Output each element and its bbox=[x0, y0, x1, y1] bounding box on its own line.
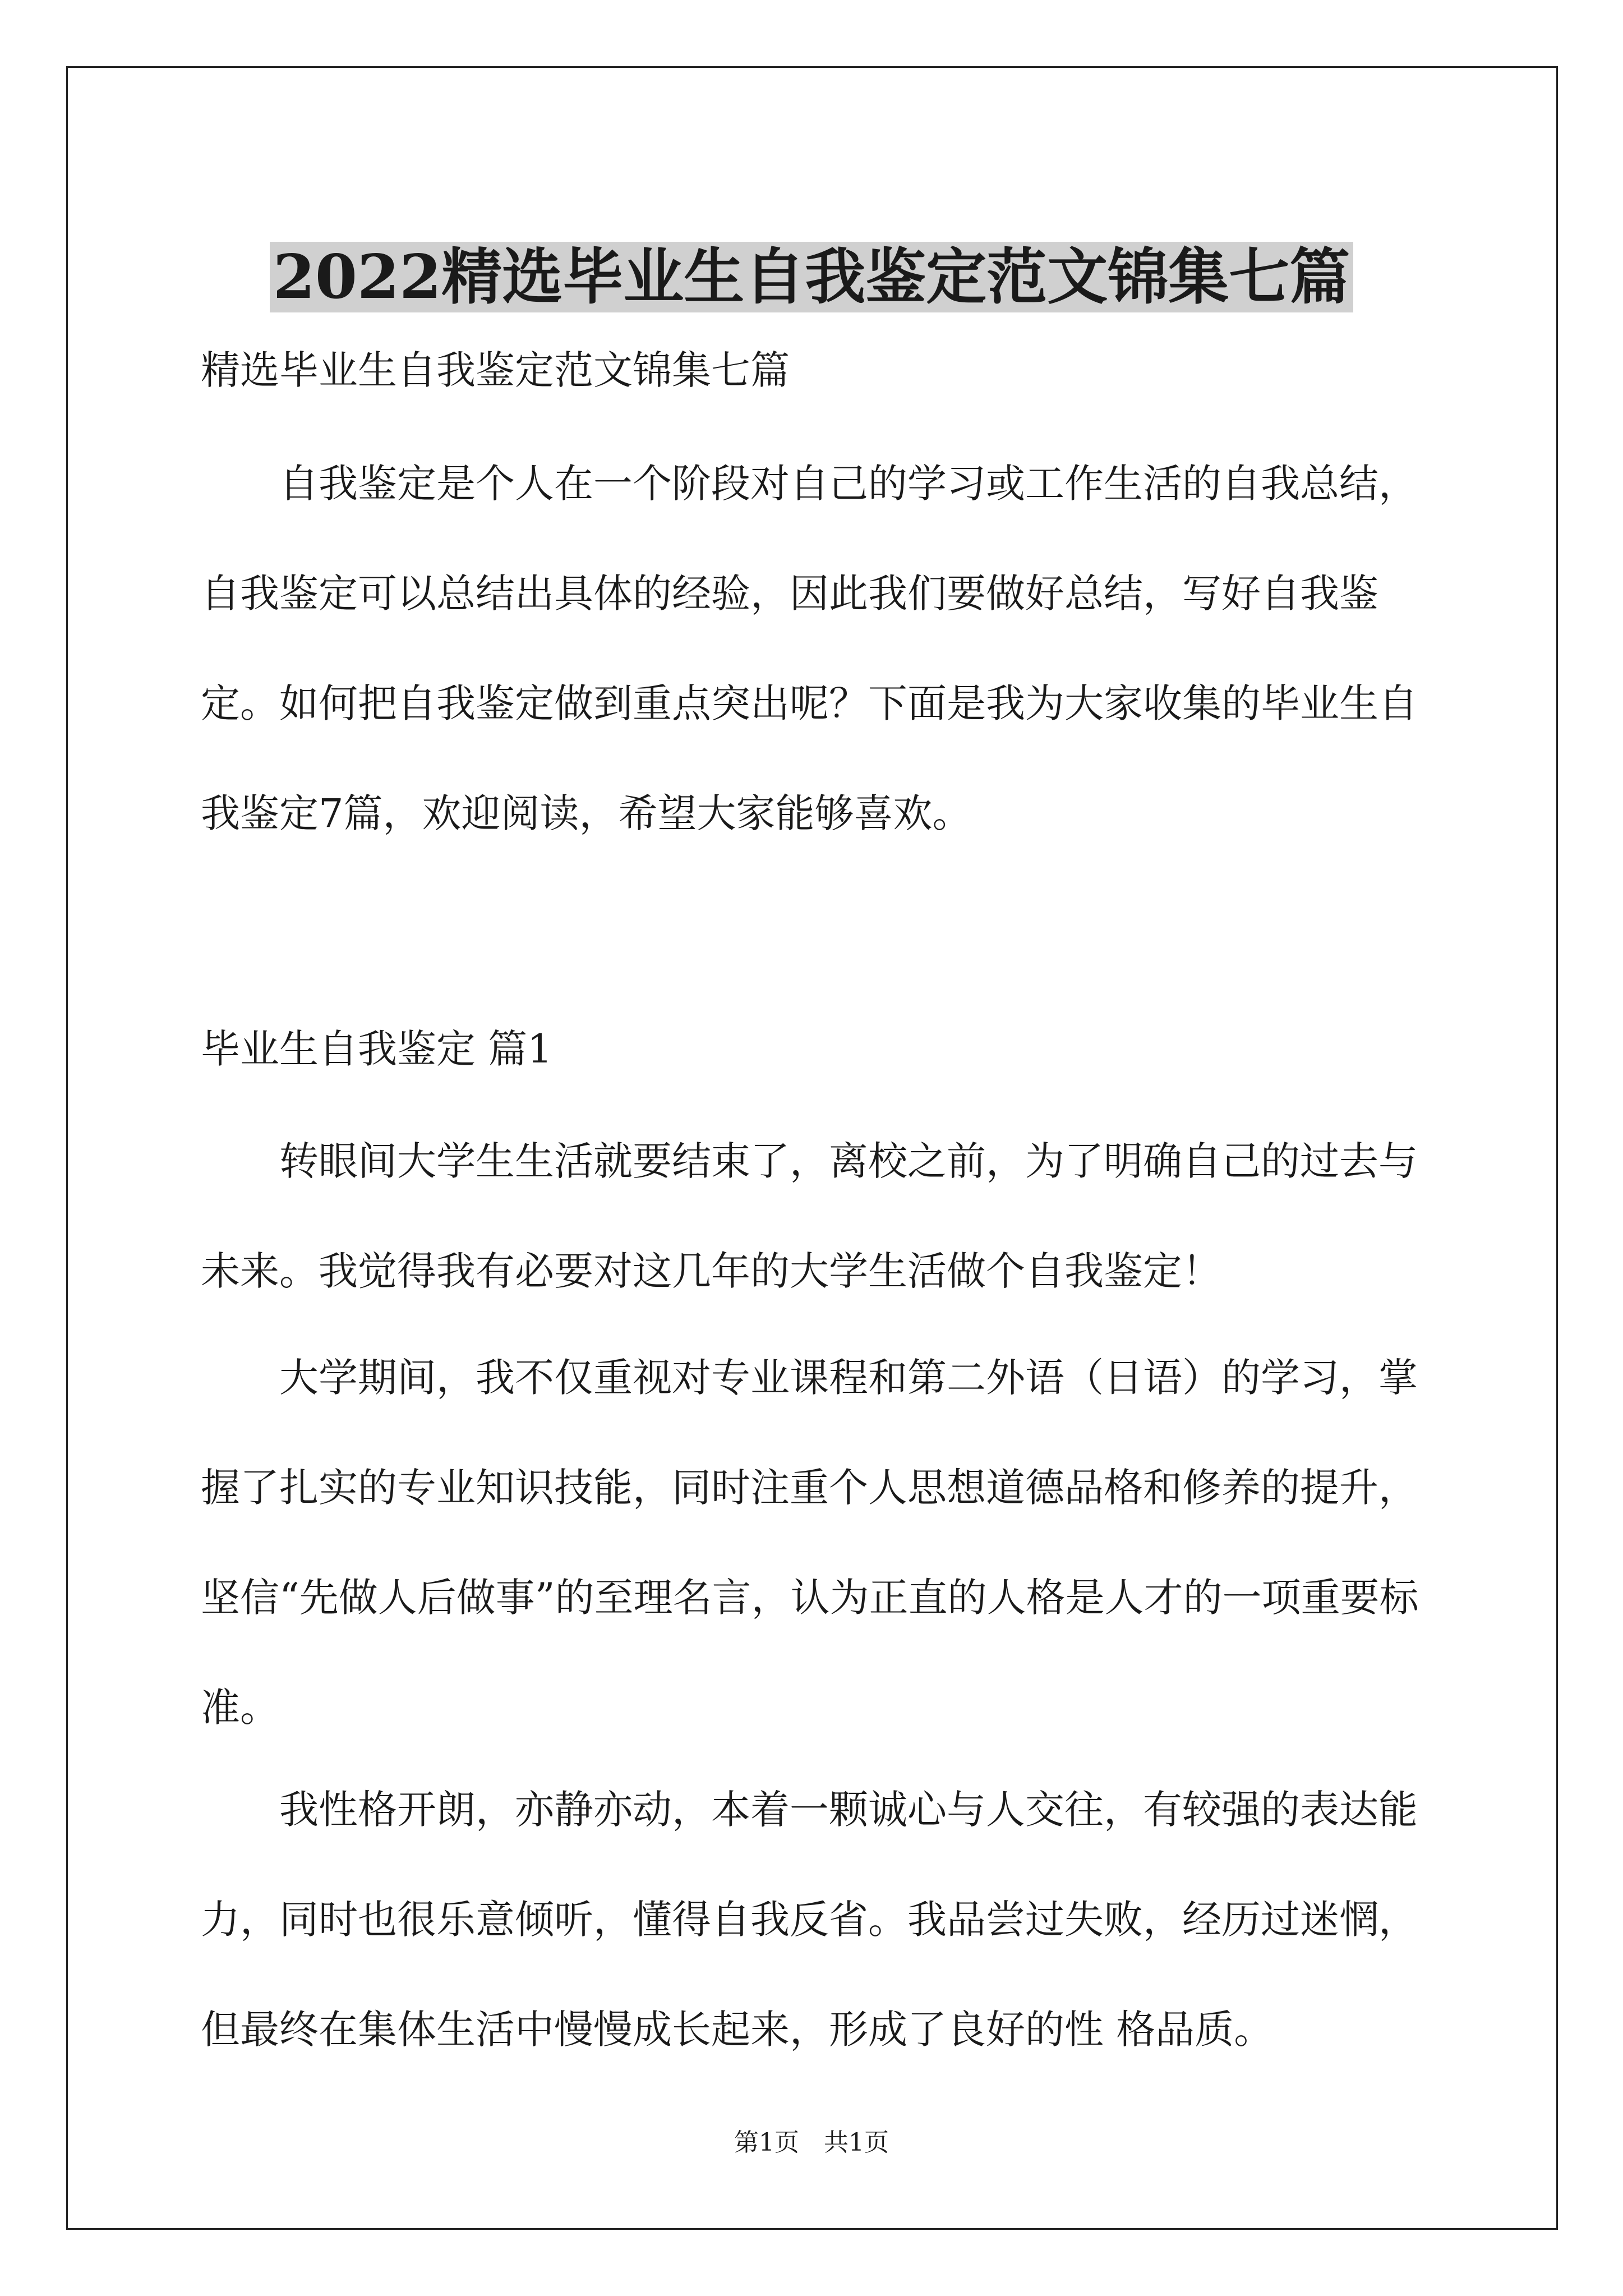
document-subtitle: 精选毕业生自我鉴定范文锦集七篇 bbox=[201, 347, 790, 393]
body-paragraph-3: 我性格开朗，亦静亦动，本着一颗诚心与人交往，有较强的表达能力，同时也很乐意倾听，懂得自我反省。我品尝过失败，经历过迷惘，但最终在集体生活中慢慢成长起来，形成了良好的性 格品质。 bbox=[201, 1787, 1418, 2053]
intro-paragraph: 自我鉴定是个人在一个阶段对自己的学习或工作生活的自我总结，自我鉴定可以总结出具体的经验，因此我们要做好总结，写好自我鉴定。如何把自我鉴定做到重点突出呢？下面是我为大家收集的毕业生自我鉴定7篇，欢迎阅读，希望大家能够喜欢。 bbox=[201, 461, 1418, 836]
document-title bbox=[0, 238, 1623, 316]
page-footer: 第1页 共1页 bbox=[734, 2128, 889, 2157]
body-paragraph-1: 转眼间大学生生活就要结束了，离校之前，为了明确自己的过去与未来。我觉得我有必要对这几年的大学生活做个自我鉴定！ bbox=[201, 1138, 1418, 1294]
body-paragraph-2: 大学期间，我不仅重视对专业课程和第二外语（日语）的学习，掌握了扎实的专业知识技能，同时注重个人思想道德品格和修养的提升，坚信“先做人后做事”的至理名言，认为正直的人格是人才的一项重要标准。 bbox=[201, 1355, 1419, 1731]
section-heading: 毕业生自我鉴定 篇1 bbox=[201, 1026, 552, 1072]
document-title-text: 2022精选毕业生自我鉴定范文锦集七篇 bbox=[270, 242, 1354, 312]
